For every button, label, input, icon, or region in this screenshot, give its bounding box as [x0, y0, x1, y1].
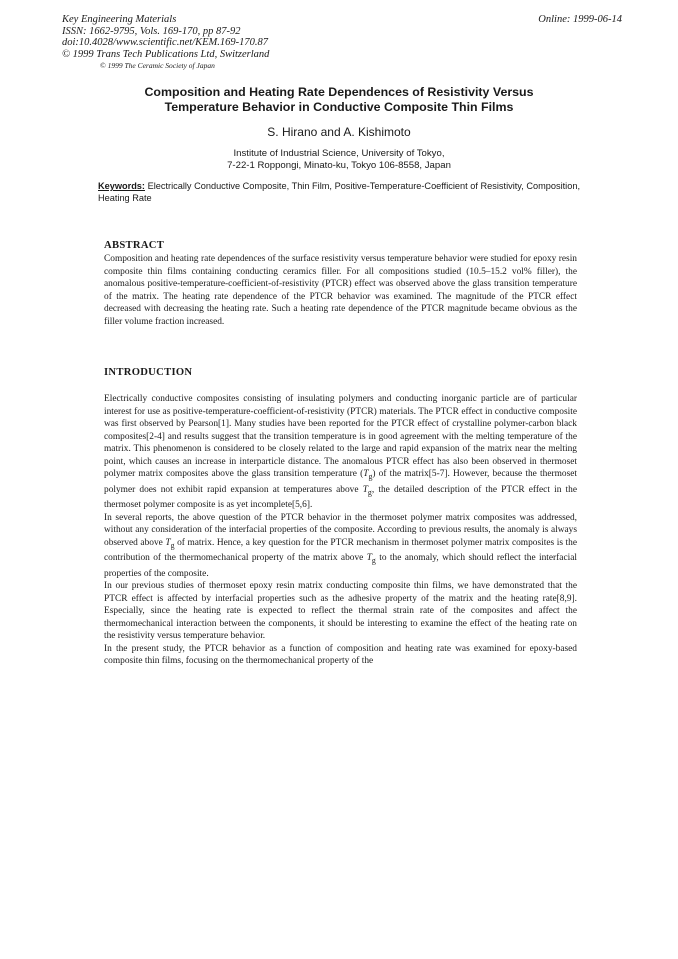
keywords-label: Keywords:: [98, 181, 145, 191]
affiliation: [84, 148, 594, 172]
abstract-paragraph: Composition and heating rate dependences of the surface resistivity versus temperature behavior were studied for epoxy resin composite thin films containing conducting ceramics filler. For all compositions studied (10.5–15.2 vol% filler), the anomalous positive-temperature-coefficient-of-resistivity (PTCR) effect was observed above the glass transition temperature of the matrix. The heating rate dependence of the PTCR behavior was examined. The magnitude of the PTCR effect decreased with decreasing the heating rate. Such a heating rate dependence of the PTCR magnitude became obvious as the filler volume fraction increased.: [104, 254, 577, 327]
keywords: [98, 181, 580, 204]
intro-p2-part-b: of matrix. Hence, a key question for the PTCR mechanism in thermoset polymer matrix composites is the contribution of the thermomechanical property of the matrix above: [104, 537, 577, 564]
tg-symbol: T: [363, 469, 369, 480]
publication-header: [62, 14, 622, 71]
tg-subscript: g: [367, 487, 372, 497]
affiliation-line-2: 7-22-1 Roppongi, Minato-ku, Tokyo 106-8558, Japan: [227, 160, 451, 171]
society-line: © 1999 The Ceramic Society of Japan: [100, 61, 215, 70]
affiliation-line-1: Institute of Industrial Science, University of Tokyo,: [233, 148, 445, 159]
tg-subscript: g: [170, 540, 175, 550]
copyright-line: © 1999 Trans Tech Publications Ltd, Switzerland: [62, 48, 270, 60]
issn-line: ISSN: 1662-9795, Vols. 169-170, pp 87-92: [62, 25, 241, 37]
authors: S. Hirano and A. Kishimoto: [267, 125, 411, 139]
intro-p1-part-a: Electrically conductive composites consisting of insulating polymers and conducting inorganic particle are of particular interest for use as positive-temperature-coefficient-of-resistivity (PTCR) materials. The PTCR effect in conductive composite was first observed by Pearson[1]. Many studies have been reported for the PTCR effect of crystalline polymer-carbon black composites[2-4] and results suggest that the transition temperature is in good agreement with the melting temperature of the matrix. This phenomenon is considered to be closely related to the large and rapid expansion of the matrix near the melting point, which causes an increase in interparticle distance. The anomalous PTCR effect has also been observed in thermoset polymer matrix composites above the glass transition temperature (: [104, 394, 577, 480]
tg-subscript: g: [368, 472, 373, 482]
journal-name: Key Engineering Materials: [62, 14, 177, 25]
tg-symbol: T: [165, 537, 171, 548]
online-date: Online: 1999-06-14: [538, 14, 622, 25]
doi-line: doi:10.4028/www.scientific.net/KEM.169-170.87: [62, 37, 268, 48]
title-line-2: Temperature Behavior in Conductive Composite Thin Films: [164, 100, 514, 114]
intro-paragraph-2: [104, 512, 577, 580]
abstract-text: [104, 253, 577, 328]
intro-p2-part-c: to the anomaly, which should reflect the interfacial properties of the composite.: [104, 553, 577, 579]
paper-title: [84, 85, 594, 115]
keywords-text: Electrically Conductive Composite, Thin Film, Positive-Temperature-Coefficient of Resistivity, Composition, Heating Rate: [98, 181, 580, 203]
tg-symbol: T: [366, 553, 372, 564]
introduction-heading: INTRODUCTION: [104, 367, 193, 378]
tg-subscript: g: [371, 556, 376, 566]
title-line-1: Composition and Heating Rate Dependences of Resistivity Versus: [144, 85, 534, 99]
intro-p2-part-a: In several reports, the above question of the PTCR behavior in the thermoset polymer matrix composites was addressed, without any consideration of the interfacial properties of the composite. According to previous results, the anomaly is always observed above: [104, 512, 577, 548]
intro-paragraph-1: [104, 393, 577, 512]
intro-p1-part-b: ) of the matrix[5-7]. However, because the thermoset polymer does not exhibit rapid expansion at temperatures above: [104, 469, 577, 495]
intro-paragraph-3: In our previous studies of thermoset epoxy resin matrix conducting composite thin films, we have demonstrated that the PTCR effect is affected by interfacial properties such as the adhesive property of the matrix and the heating rate[8,9]. Especially, since the heating rate is expected to reflect the thermal strain rate of the composites and affect the thermomechanical interaction between the components, it should be interesting to examine the effect of the heating rate on the resistivity versus temperature behavior.: [104, 581, 577, 642]
tg-symbol: T: [362, 484, 368, 495]
abstract-heading: ABSTRACT: [104, 240, 165, 251]
intro-paragraph-4: In the present study, the PTCR behavior as a function of composition and heating rate was examined for epoxy-based composite thin films, focusing on the thermomechanical property of the: [104, 643, 577, 667]
introduction-text: [104, 393, 577, 668]
intro-p1-part-c: , the detailed description of the PTCR effect in the thermoset polymer composite is as yet incomplete[5,6].: [104, 484, 577, 511]
